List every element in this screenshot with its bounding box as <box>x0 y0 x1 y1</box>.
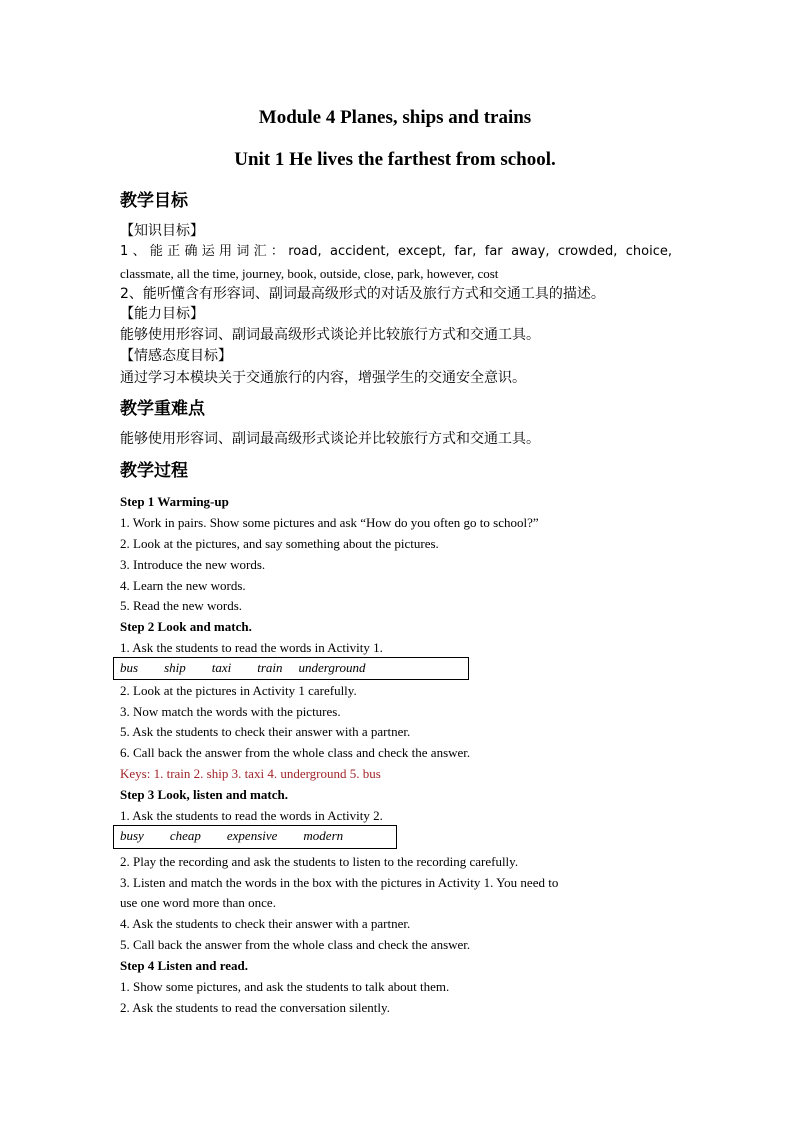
vocab-word: bus <box>120 660 139 675</box>
ability-goal-text: 能够使用形容词、副词最高级形式谈论并比较旅行方式和交通工具。 <box>120 327 540 343</box>
step-4-line: 1. Show some pictures, and ask the students to talk about them. <box>120 979 450 994</box>
goals-heading: 教学目标 <box>120 191 188 211</box>
vocabulary-box <box>113 657 469 680</box>
step-1-line: 4. Learn the new words. <box>120 578 246 593</box>
unit-title: Unit 1 He lives the farthest from school. <box>234 149 556 170</box>
vocab-word: taxi <box>211 660 232 675</box>
attitude-goal-label: 【情感态度目标】 <box>120 348 232 364</box>
module-title: Module 4 Planes, ships and trains <box>258 107 532 128</box>
vocab-word: cheap <box>169 828 201 843</box>
vocab-word: train <box>257 660 283 675</box>
step-1-line: 5. Read the new words. <box>120 598 243 613</box>
step-3-line: use one word more than once. <box>120 895 276 910</box>
step-3-line: 2. Play the recording and ask the students to listen to the recording carefully. <box>120 854 519 869</box>
step-1-line: 2. Look at the pictures, and say something about the pictures. <box>120 536 439 551</box>
step-3-title: Step 3 Look, listen and match. <box>120 787 288 802</box>
vocab-word: busy <box>120 828 144 843</box>
step-3-line: 3. Listen and match the words in the box with the pictures in Activity 1. You need to <box>120 875 559 890</box>
step-2-line: 1. Ask the students to read the words in Activity 1. <box>120 640 383 655</box>
step-2-line: 3. Now match the words with the pictures. <box>120 704 341 719</box>
knowledge-goal-item-1: 1、能正确运用词汇：road, accident, except, far, far away, crowded, choice, <box>120 244 672 259</box>
key-points-heading: 教学重难点 <box>120 399 205 419</box>
attitude-goal-text: 通过学习本模块关于交通旅行的内容，增强学生的交通安全意识。 <box>120 370 526 386</box>
step-3-line: 5. Call back the answer from the whole class and check the answer. <box>120 937 471 952</box>
knowledge-goal-item-1-cont: classmate, all the time, journey, book, outside, close, park, however, cost <box>120 266 499 281</box>
adjectives-box <box>113 825 397 849</box>
step-2-line: 6. Call back the answer from the whole class and check the answer. <box>120 745 471 760</box>
vocab-word: modern <box>303 828 344 843</box>
key-points-text: 能够使用形容词、副词最高级形式谈论并比较旅行方式和交通工具。 <box>120 431 540 447</box>
step-1-title: Step 1 Warming-up <box>120 494 229 509</box>
step-2-line: 2. Look at the pictures in Activity 1 carefully. <box>120 683 357 698</box>
step-3-line: 1. Ask the students to read the words in Activity 2. <box>120 808 383 823</box>
process-heading: 教学过程 <box>120 461 188 481</box>
vocab-word: expensive <box>226 828 278 843</box>
answer-keys: Keys: 1. train 2. ship 3. taxi 4. underground 5. bus <box>120 766 381 781</box>
vocab-word: ship <box>164 660 186 675</box>
ability-goal-label: 【能力目标】 <box>120 306 204 322</box>
knowledge-goal-item-2: 2、能听懂含有形容词、副词最高级形式的对话及旅行方式和交通工具的描述。 <box>120 286 605 302</box>
vocab-word: underground <box>298 660 366 675</box>
knowledge-goal-label: 【知识目标】 <box>120 223 204 239</box>
step-3-line: 4. Ask the students to check their answer with a partner. <box>120 916 411 931</box>
step-1-line: 1. Work in pairs. Show some pictures and ask “How do you often go to school?” <box>120 515 539 530</box>
step-2-title: Step 2 Look and match. <box>120 619 252 634</box>
step-1-line: 3. Introduce the new words. <box>120 557 266 572</box>
step-2-line: 5. Ask the students to check their answer with a partner. <box>120 724 411 739</box>
step-4-title: Step 4 Listen and read. <box>120 958 248 973</box>
step-4-line: 2. Ask the students to read the conversation silently. <box>120 1000 390 1015</box>
